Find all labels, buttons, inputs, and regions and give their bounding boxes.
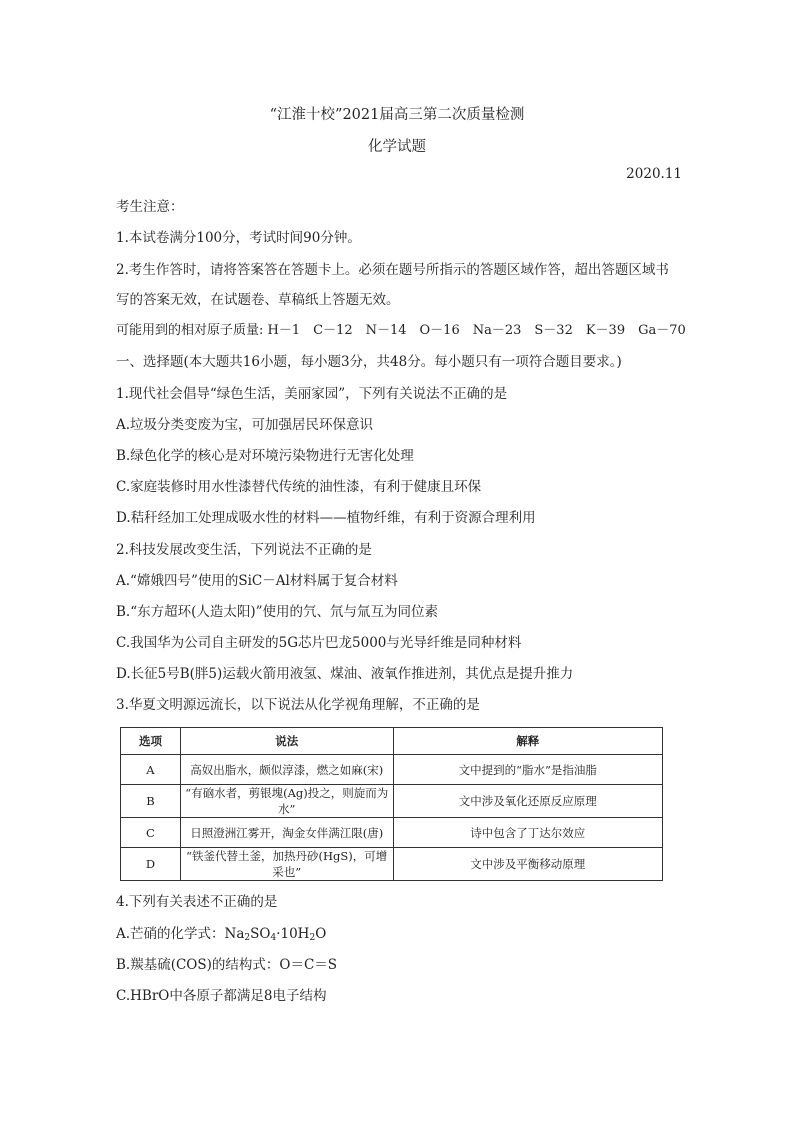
table-cell: B: [121, 785, 181, 818]
question-1-option-c: C.家庭装修时用水性漆替代传统的油性漆，有利于健康且环保: [116, 479, 482, 495]
question-2-stem: 2.科技发展改变生活，下列说法不正确的是: [116, 542, 372, 558]
table-header-cell: 说法: [180, 728, 393, 755]
table-cell: 高奴出脂水，颇似淳漆，燃之如麻(宋): [180, 755, 393, 785]
exam-title: “江淮十校”2021届高三第二次质量检测: [269, 107, 525, 123]
table-header-cell: 选项: [121, 728, 181, 755]
table-cell: 文中涉及氧化还原反应原理: [393, 785, 662, 818]
question-3-stem: 3.华夏文明源远流长，以下说法从化学视角理解，不正确的是: [116, 697, 480, 713]
exam-date: 2020.11: [626, 166, 682, 182]
question-2-option-b: B.“东方超环(人造太阳)”使用的氕、氘与氚互为同位素: [116, 604, 439, 620]
table-row: [121, 818, 663, 848]
formula-text: SO: [250, 926, 271, 942]
table-cell: C: [121, 818, 181, 848]
question-1-stem: 1.现代社会倡导“绿色生活，美丽家园”，下列有关说法不正确的是: [116, 386, 508, 402]
notice-item: 1.本试卷满分100分，考试时间90分钟。: [116, 230, 361, 246]
question-1-option-b: B.绿色化学的核心是对环境污染物进行无害化处理: [116, 448, 414, 464]
table-row: [121, 848, 663, 881]
notice-item: 2.考生作答时，请将答案答在答题卡上。必须在题号所指示的答题区域作答，超出答题区域书: [116, 262, 669, 278]
table-cell: 文中提到的“脂水”是指油脂: [393, 755, 662, 785]
formula-subscript: 2: [244, 933, 251, 943]
question-2-option-d: D.长征5号B(胖5)运载火箭用液氢、煤油、液氧作推进剂，其优点是提升推力: [116, 666, 574, 682]
table-row: [121, 785, 663, 818]
table-cell: 文中涉及平衡移动原理: [393, 848, 662, 881]
question-4-option-b: B.羰基硫(COS)的结构式：O＝C＝S: [116, 957, 338, 973]
formula-text: O: [315, 926, 327, 942]
question-1-option-d: D.秸秆经加工处理成吸水性的材料——植物纤维，有利于资源合理利用: [116, 510, 536, 526]
table-header-row: [121, 728, 663, 755]
section-heading: 一、选择题(本大题共16小题，每小题3分，共48分。每小题只有一项符合题目要求。): [116, 354, 622, 370]
table-row: [121, 755, 663, 785]
table-cell: 日照澄洲江雾开，淘金女伴满江限(唐): [180, 818, 393, 848]
question-4-option-c: C.HBrO中各原子都满足8电子结构: [116, 988, 327, 1004]
question-4-stem: 4.下列有关表述不正确的是: [116, 894, 278, 910]
formula-text: ·10H: [276, 926, 310, 942]
question-2-option-c: C.我国华为公司自主研发的5G芯片巴龙5000与光导纤维是同种材料: [116, 635, 522, 651]
formula-text: A.芒硝的化学式：Na: [116, 926, 245, 942]
question-2-option-a: A.“嫦娥四号”使用的SiC－Al材料属于复合材料: [116, 573, 398, 589]
table-cell: D: [121, 848, 181, 881]
question-1-option-a: A.垃圾分类变废为宝，可加强居民环保意识: [116, 417, 374, 433]
formula-subscript: 2: [309, 933, 316, 943]
atomic-masses: 可能用到的相对原子质量: H－1 C－12 N－14 O－16 Na－23 S－32 K－39 Ga－70: [116, 323, 686, 338]
notice-item: 写的答案无效，在试题卷、草稿纸上答题无效。: [116, 292, 400, 308]
table-cell: 诗中包含了丁达尔效应: [393, 818, 662, 848]
table-cell: “铁釜代替土釜，加热丹砂(HgS)，可增采也”: [180, 848, 393, 881]
question-3-table: [120, 727, 663, 881]
table-header-cell: 解释: [393, 728, 662, 755]
question-4-option-a: [116, 924, 326, 948]
table-cell: A: [121, 755, 181, 785]
formula-subscript: 4: [270, 933, 277, 943]
subject-title: 化学试题: [368, 139, 426, 155]
table-cell: “有硇水者，剪银塊(Ag)投之，则旋而为水”: [180, 785, 393, 818]
notice-heading: 考生注意：: [116, 199, 184, 215]
